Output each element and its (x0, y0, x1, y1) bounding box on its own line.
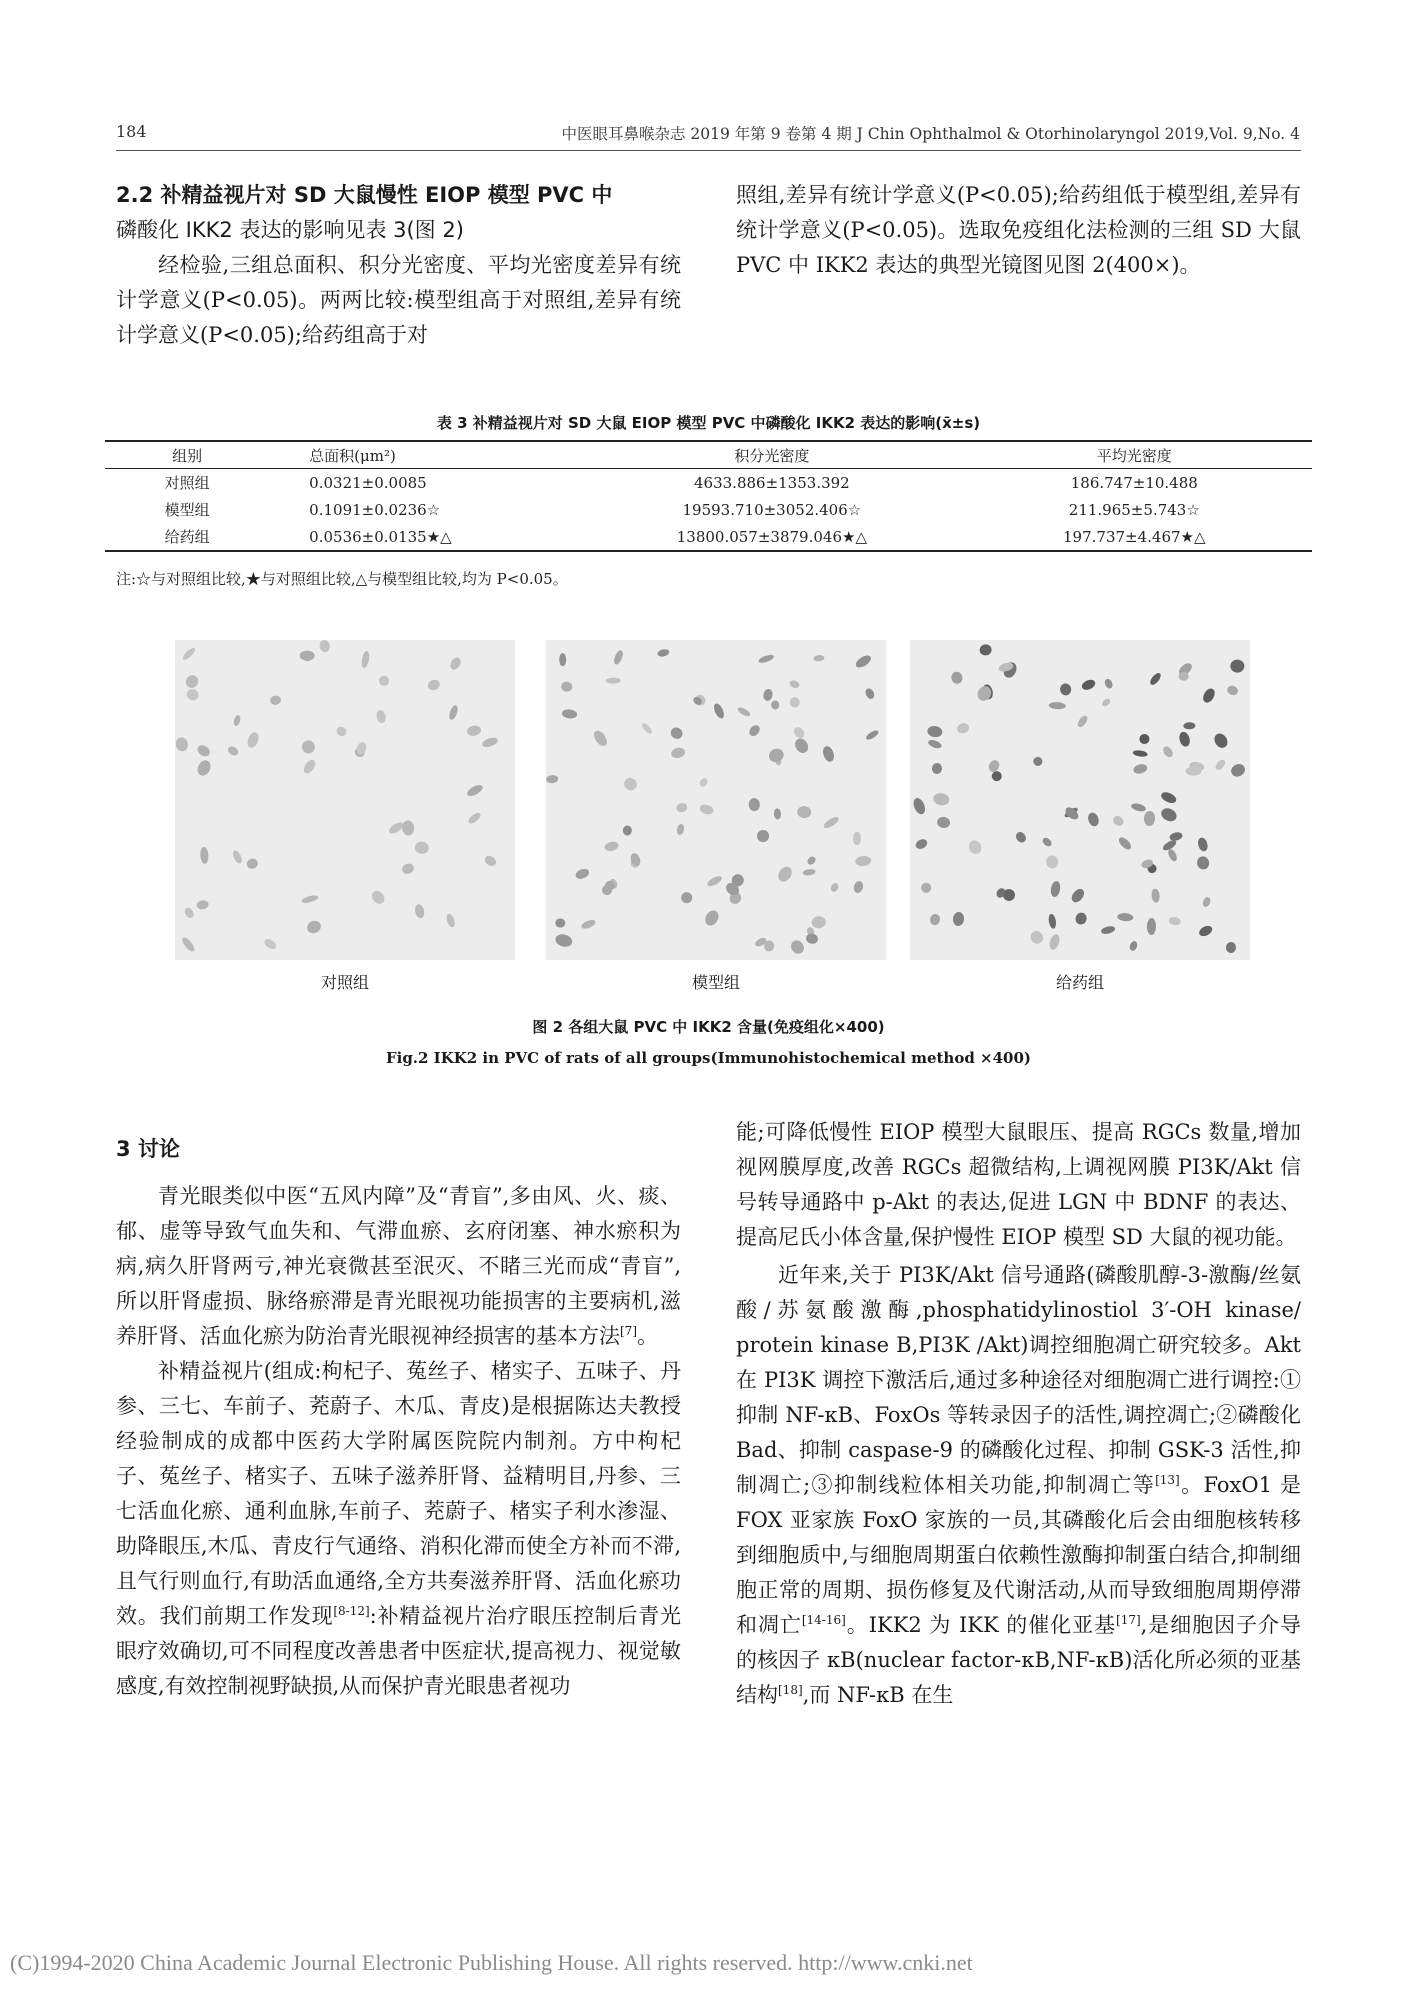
cell-nucleus (914, 837, 929, 850)
table-row (105, 496, 1312, 523)
cell-nucleus (613, 649, 625, 665)
cell-nucleus (376, 710, 387, 724)
cell-nucleus (669, 725, 685, 741)
cell-nucleus (949, 671, 963, 685)
cell-nucleus (1048, 913, 1057, 929)
table-cell: 模型组 (164, 501, 210, 519)
cell-nucleus (675, 823, 684, 835)
cell-nucleus (1112, 814, 1126, 828)
cell-nucleus (448, 705, 459, 721)
cell-nucleus (580, 918, 596, 930)
cell-nucleus (926, 725, 943, 738)
running-header: 中医眼耳鼻喉杂志 2019 年第 9 卷第 4 期 J Chin Ophthalmol & Otorhinolaryngol 2019,Vol. 9,No. 4 (561, 125, 1300, 143)
cell-nucleus (1159, 790, 1177, 805)
table-cell: 4633.886±1353.392 (694, 473, 850, 492)
cell-nucleus (561, 708, 577, 718)
cell-nucleus (865, 728, 881, 741)
cell-nucleus (1137, 732, 1151, 746)
cell-nucleus (936, 816, 951, 829)
cell-nucleus (1132, 750, 1148, 758)
cell-nucleus (776, 865, 795, 885)
discussion-paragraph-3 (736, 1258, 1301, 1713)
cell-nucleus (1146, 918, 1156, 935)
cell-nucleus (1214, 758, 1227, 771)
section-3-right (736, 1115, 1301, 1713)
cell-nucleus (269, 695, 281, 706)
cell-nucleus (1178, 671, 1189, 680)
cell-nucleus (1047, 933, 1061, 951)
discussion-paragraph-1 (116, 1179, 681, 1354)
header-rule (116, 150, 1301, 151)
section-2-2-heading-line1: 2.2 补精益视片对 SD 大鼠慢性 EIOP 模型 PVC 中 (116, 183, 613, 207)
table-header-row (105, 441, 1312, 469)
cell-nucleus (932, 763, 942, 774)
paragraph-text: 近年来,关于 PI3K/Akt 信号通路(磷酸肌醇-3-激酶/丝氨酸/苏氨酸激酶,phosphatidylinostiol 3′-OH kinase/ protein kinase B,PI3K /Akt)调控细胞凋亡研究较多。Akt 在 PI3K 调控下激活后,通过多种途径对细胞凋亡进行调控:①抑制 NF-κB、FoxOs 等转录因子的活性,调控凋亡;②磷酸化 Bad、抑制 caspase-9 的磷酸化过程、抑制 GSK-3 活性,抑制凋亡;③抑制线粒体相关功能,抑制凋亡等 (736, 1263, 1301, 1497)
cell-nucleus (822, 745, 836, 763)
cell-nucleus (182, 906, 195, 920)
cell-nucleus (1201, 687, 1217, 705)
cell-nucleus (184, 672, 201, 690)
cell-nucleus (788, 938, 807, 957)
cell-nucleus (1080, 678, 1096, 692)
cell-nucleus (670, 747, 686, 760)
cell-nucleus (445, 913, 456, 928)
cell-nucleus (712, 702, 726, 720)
cell-nucleus (603, 840, 619, 852)
cell-nucleus (853, 832, 860, 845)
cell-nucleus (481, 736, 499, 749)
cell-nucleus (196, 899, 209, 910)
cell-nucleus (641, 721, 654, 735)
cell-nucleus (1212, 731, 1230, 750)
cell-nucleus (979, 644, 993, 657)
cell-nucleus (1116, 913, 1133, 922)
cell-nucleus (413, 903, 425, 919)
cell-nucleus (755, 829, 770, 844)
cell-nucleus (1159, 806, 1178, 824)
cell-nucleus (1116, 836, 1132, 852)
table-3 (105, 440, 1312, 552)
cell-nucleus (1132, 762, 1147, 774)
discussion-paragraph-2-cont: 能;可降低慢性 EIOP 模型大鼠眼压、提高 RGCs 数量,增加视网膜厚度,改善 RGCs 超微结构,上调视网膜 PI3K/Akt 信号转导通路中 p-Akt 的表达,促进 LGN 中 BDNF 的表达、提高尼氏小体含量,保护慢性 EIOP 模型 SD 大鼠的视功能。 (736, 1120, 1301, 1249)
cell-nucleus (414, 841, 429, 854)
cell-nucleus (196, 743, 212, 758)
cell-nucleus (762, 688, 773, 701)
cell-nucleus (1015, 830, 1028, 844)
cell-nucleus (854, 856, 871, 868)
cell-nucleus (929, 913, 941, 926)
cell-nucleus (184, 687, 200, 703)
cell-nucleus (1151, 889, 1160, 903)
section-2-2-paragraph: 经检验,三组总面积、积分光密度、平均光密度差异有统计学意义(P<0.05)。两两比较:模型组高于对照组,差异有统计学意义(P<0.05);给药组高于对 (116, 253, 681, 347)
cell-nucleus (932, 792, 950, 807)
cell-nucleus (952, 912, 964, 927)
cell-nucleus (554, 933, 573, 949)
cell-nucleus (1104, 678, 1115, 690)
table-cell: 对照组 (164, 474, 210, 492)
cell-nucleus (966, 838, 984, 856)
cell-nucleus (200, 847, 210, 864)
cell-nucleus (299, 738, 316, 756)
cell-nucleus (449, 655, 463, 671)
cell-nucleus (1070, 886, 1087, 904)
cell-nucleus (379, 676, 390, 687)
paragraph-text: :补精益视片治疗眼压控制后青光眼疗效确切,可不同程度改善患者中医症状,提高视力、视觉敏感度,有效控制视野缺损,从而保护青光眼患者视功 (116, 1604, 682, 1698)
cell-nucleus (301, 894, 319, 904)
cell-nucleus (793, 737, 811, 756)
cell-nucleus (1086, 812, 1100, 828)
cell-nucleus (305, 918, 323, 935)
figure-2-caption-cn: 图 2 各组大鼠 PVC 中 IKK2 含量(免疫组化×400) (532, 1018, 885, 1036)
cell-nucleus (823, 815, 841, 830)
cell-nucleus (1144, 810, 1155, 826)
cell-nucleus (467, 724, 482, 737)
cell-nucleus (852, 880, 864, 894)
cell-nucleus (1198, 924, 1215, 939)
section-3-heading: 3 讨论 (116, 1137, 180, 1161)
cell-nucleus (811, 916, 826, 929)
cell-nucleus (1076, 714, 1090, 729)
cell-nucleus (1226, 685, 1240, 698)
cell-nucleus (829, 882, 839, 893)
figure-2-caption-en: Fig.2 IKK2 in PVC of rats of all groups(Immunohistochemical method ×400) (385, 1049, 1032, 1067)
section-2-2-heading-line2: 磷酸化 IKK2 表达的影响见表 3(图 2) (116, 218, 464, 242)
paragraph-text: 青光眼类似中医“五风内障”及“青盲”,多由风、火、痰、郁、虚等导致气血失和、气滞血瘀、玄府闭塞、神水瘀积为病,病久肝肾两亏,神光衰微甚至泯灭、不睹三光而成“青盲”,所以肝肾虚损、脉络瘀滞是青光眼视功能损害的主要病机,滋养肝肾、活血化瘀为防治青光眼视神经损害的基本方法 (116, 1184, 681, 1348)
cell-nucleus (699, 804, 715, 817)
cell-nucleus (559, 653, 566, 666)
cell-nucleus (561, 681, 573, 692)
cell-nucleus (1149, 671, 1163, 686)
cell-nucleus (1073, 911, 1088, 926)
table-cell: 0.1091±0.0236☆ (309, 500, 441, 519)
cell-nucleus (232, 714, 241, 727)
reference-mark: [18] (778, 1683, 803, 1697)
micrograph-model (546, 640, 886, 960)
micrograph-control (175, 640, 515, 960)
cell-nucleus (757, 654, 774, 665)
cell-nucleus (1032, 756, 1043, 767)
cell-nucleus (737, 706, 752, 718)
cell-nucleus (355, 741, 367, 756)
cell-nucleus (698, 777, 709, 789)
cell-nucleus (1230, 659, 1244, 672)
cell-nucleus (1046, 855, 1059, 869)
figure-label-treatment: 给药组 (1055, 973, 1104, 992)
cell-nucleus (387, 820, 405, 836)
table-cell: 186.747±10.488 (1070, 473, 1198, 492)
cell-nucleus (426, 678, 441, 692)
table-cell: 197.737±4.467★△ (957, 523, 1312, 551)
cell-nucleus (1178, 731, 1191, 748)
cell-nucleus (401, 863, 415, 876)
cell-nucleus (1202, 896, 1212, 908)
table-3-note: 注:☆与对照组比较,★与对照组比较,△与模型组比较,均为 P<0.05。 (116, 570, 568, 588)
cell-nucleus (1049, 702, 1066, 709)
cell-nucleus (911, 797, 927, 816)
copyright-footer: (C)1994-2020 China Academic Journal Electronic Publishing House. All rights reserved. http://www.cnki.net (10, 1950, 973, 1975)
cell-nucleus (232, 850, 244, 865)
cell-nucleus (1028, 929, 1045, 946)
cell-nucleus (656, 648, 669, 657)
table-cell: 给药组 (105, 523, 269, 551)
figure-label-control: 对照组 (320, 973, 369, 992)
cell-nucleus (484, 854, 499, 868)
cell-nucleus (401, 820, 414, 836)
cell-nucleus (1196, 837, 1209, 853)
table-header-cell: 组别 (105, 441, 269, 469)
cell-nucleus (302, 758, 318, 776)
cell-nucleus (1101, 697, 1112, 708)
cell-nucleus (334, 724, 348, 737)
cell-nucleus (174, 736, 188, 752)
cell-nucleus (926, 739, 942, 751)
cell-nucleus (622, 825, 632, 836)
cell-nucleus (263, 937, 278, 951)
paragraph-text: ,是细胞因子介导的核因子 κB(nuclear factor-κB,NF-κB)活化所必须的亚基结构 (736, 1613, 1302, 1707)
cell-nucleus (1185, 767, 1201, 776)
cell-nucleus (788, 696, 801, 709)
reference-mark: [13] (1155, 1473, 1180, 1487)
table-cell: 13800.057±3879.046★△ (587, 523, 956, 551)
cell-nucleus (1128, 940, 1138, 952)
discussion-paragraph-2 (116, 1354, 681, 1704)
cell-nucleus (863, 687, 875, 701)
cell-nucleus (771, 700, 780, 710)
table-cell: 211.965±5.743☆ (1068, 500, 1200, 519)
cell-nucleus (1229, 762, 1247, 779)
cell-nucleus (788, 680, 800, 690)
figure-label-model: 模型组 (691, 973, 740, 992)
cell-nucleus (467, 811, 482, 825)
cell-nucleus (1184, 723, 1196, 730)
cell-nucleus (246, 731, 261, 750)
cell-nucleus (792, 725, 807, 740)
cell-nucleus (195, 758, 213, 778)
table-cell: 0.0536±0.0135★△ (269, 523, 587, 551)
cell-nucleus (705, 874, 723, 888)
cell-nucleus (703, 908, 721, 928)
paragraph-text: 。 (637, 1324, 658, 1348)
reference-mark: [14-16] (801, 1613, 846, 1627)
cell-nucleus (181, 646, 197, 661)
cell-nucleus (370, 888, 387, 906)
cell-nucleus (246, 857, 259, 869)
cell-nucleus (545, 774, 558, 783)
reference-mark: [17] (1116, 1613, 1141, 1627)
cell-nucleus (606, 677, 621, 684)
section-2-2-paragraph-cont: 照组,差异有统计学意义(P<0.05);给药组低于模型组,差异有统计学意义(P<0.05)。选取免疫组化法检测的三组 SD 大鼠 PVC 中 IKK2 表达的典型光镜图见图 2(400×)。 (736, 183, 1301, 277)
cell-nucleus (226, 744, 240, 757)
reference-mark: [7] (620, 1324, 637, 1338)
section-2-2-left (116, 178, 681, 353)
table-cell: 0.0321±0.0085 (309, 473, 427, 492)
cell-nucleus (1101, 925, 1116, 935)
section-3-left (116, 1132, 681, 1704)
cell-nucleus (1131, 802, 1147, 813)
cell-nucleus (360, 651, 370, 669)
table-row (105, 523, 1312, 551)
page-number: 184 (116, 122, 147, 141)
cell-nucleus (681, 892, 693, 903)
cell-nucleus (773, 807, 781, 819)
cell-nucleus (854, 653, 873, 670)
cell-nucleus (1162, 744, 1175, 758)
cell-nucleus (1226, 942, 1237, 953)
table-header-cell: 积分光密度 (587, 441, 956, 469)
cell-nucleus (803, 868, 817, 876)
micrograph-treatment (910, 640, 1250, 960)
cell-nucleus (797, 805, 812, 818)
paragraph-text: ,而 NF-κB 在生 (802, 1683, 954, 1707)
cell-nucleus (622, 776, 639, 793)
cell-nucleus (1169, 916, 1182, 925)
table-header-cell: 总面积(μm²) (269, 441, 587, 469)
cell-nucleus (1042, 836, 1054, 847)
cell-nucleus (181, 936, 197, 953)
cell-nucleus (555, 919, 565, 928)
cell-nucleus (746, 723, 761, 739)
cell-nucleus (465, 783, 483, 798)
table-cell: 19593.710±3052.406☆ (682, 500, 862, 519)
cell-nucleus (1050, 880, 1061, 898)
table-3-caption: 表 3 补精益视片对 SD 大鼠 EIOP 模型 PVC 中磷酸化 IKK2 表达的影响(x̄±s) (436, 414, 981, 432)
cell-nucleus (814, 655, 825, 662)
paragraph-text: 。IKK2 为 IKK 的催化亚基 (845, 1613, 1117, 1637)
cell-nucleus (675, 802, 688, 814)
cell-nucleus (319, 639, 331, 652)
cell-nucleus (921, 883, 931, 894)
cell-nucleus (805, 855, 816, 866)
table-header-cell: 平均光密度 (957, 441, 1312, 469)
cell-nucleus (299, 650, 314, 660)
cell-nucleus (592, 729, 609, 748)
cell-nucleus (805, 932, 819, 944)
cell-nucleus (767, 746, 786, 764)
reference-mark: [8-12] (333, 1604, 370, 1618)
cell-nucleus (955, 722, 970, 735)
cell-nucleus (748, 798, 759, 811)
table-row (105, 469, 1312, 497)
cell-nucleus (1059, 682, 1072, 696)
section-2-2-right (736, 178, 1301, 283)
cell-nucleus (574, 867, 590, 880)
paragraph-text: 补精益视片(组成:枸杞子、菟丝子、楮实子、五味子、丹参、三七、车前子、茺蔚子、木瓜、青皮)是根据陈达夫教授经验制成的成都中医药大学附属医院院内制剂。方中枸杞子、菟丝子、楮实子、五味子滋养肝肾、益精明目,丹参、三七活血化瘀、通利血脉,车前子、茺蔚子、楮实子利水渗湿、助降眼压,木瓜、青皮行气通络、消积化滞而使全方补而不滞,且气行则血行,有助活血通络,全方共奏滋养肝肾、活血化瘀功效。我们前期工作发现 (116, 1359, 681, 1628)
paragraph-text: 。FoxO1 是 FOX 亚家族 FoxO 家族的一员,其磷酸化后会由细胞核转移到细胞质中,与细胞周期蛋白依赖性激酶抑制蛋白结合,抑制细胞正常的周期、损伤修复及代谢活动,从而导致细胞周期停滞和凋亡 (736, 1473, 1301, 1637)
cell-nucleus (1195, 855, 1210, 871)
